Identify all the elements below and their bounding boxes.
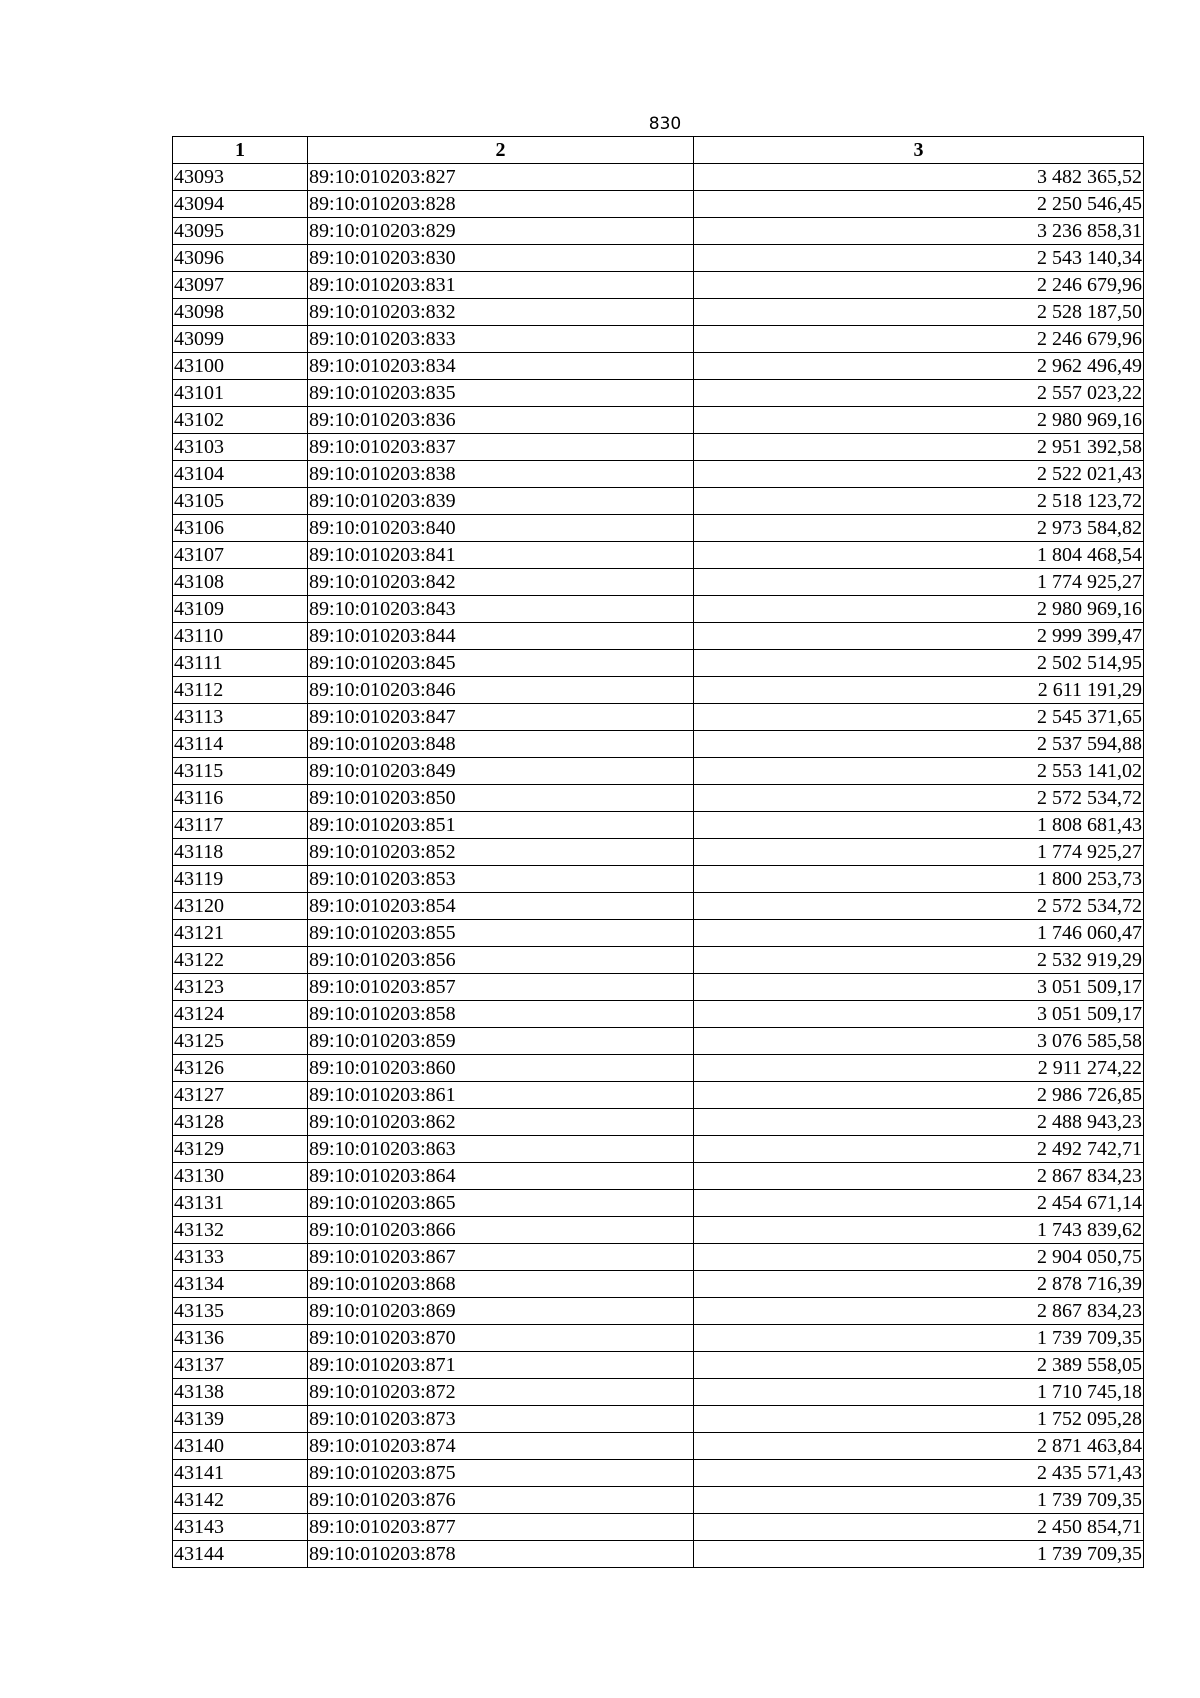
cadastral-number-cell: 89:10:010203:847 — [308, 704, 694, 731]
table-row — [173, 785, 1144, 812]
row-number-cell: 43096 — [173, 245, 308, 272]
cadastral-value-cell: 1 739 709,35 — [694, 1325, 1144, 1352]
cadastral-number-cell: 89:10:010203:832 — [308, 299, 694, 326]
cadastral-number-cell: 89:10:010203:830 — [308, 245, 694, 272]
cadastral-value-cell: 2 532 919,29 — [694, 947, 1144, 974]
cadastral-value-cell: 1 739 709,35 — [694, 1541, 1144, 1568]
cadastral-number-cell: 89:10:010203:843 — [308, 596, 694, 623]
cadastral-number-cell: 89:10:010203:849 — [308, 758, 694, 785]
page-number: 830 — [648, 114, 682, 134]
cadastral-value-cell: 2 492 742,71 — [694, 1136, 1144, 1163]
cadastral-number-cell: 89:10:010203:863 — [308, 1136, 694, 1163]
cadastral-number-cell: 89:10:010203:864 — [308, 1163, 694, 1190]
table-row — [173, 380, 1144, 407]
cadastral-value-cell: 3 236 858,31 — [694, 218, 1144, 245]
row-number-cell: 43119 — [173, 866, 308, 893]
cadastral-number-cell: 89:10:010203:858 — [308, 1001, 694, 1028]
cadastral-number-cell: 89:10:010203:841 — [308, 542, 694, 569]
table-body — [173, 164, 1144, 1568]
row-number-cell: 43135 — [173, 1298, 308, 1325]
cadastral-number-cell: 89:10:010203:855 — [308, 920, 694, 947]
table-row — [173, 326, 1144, 353]
table-row — [173, 1541, 1144, 1568]
row-number-cell: 43097 — [173, 272, 308, 299]
table-row — [173, 947, 1144, 974]
cadastral-number-cell: 89:10:010203:842 — [308, 569, 694, 596]
row-number-cell: 43100 — [173, 353, 308, 380]
row-number-cell: 43124 — [173, 1001, 308, 1028]
row-number-cell: 43117 — [173, 812, 308, 839]
cadastral-number-cell: 89:10:010203:846 — [308, 677, 694, 704]
cadastral-number-cell: 89:10:010203:840 — [308, 515, 694, 542]
table-row — [173, 1028, 1144, 1055]
table-row — [173, 245, 1144, 272]
cadastral-value-cell: 3 051 509,17 — [694, 974, 1144, 1001]
table-row — [173, 542, 1144, 569]
cadastral-number-cell: 89:10:010203:836 — [308, 407, 694, 434]
row-number-cell: 43134 — [173, 1271, 308, 1298]
cadastral-value-cell: 2 878 716,39 — [694, 1271, 1144, 1298]
cadastral-value-cell: 2 537 594,88 — [694, 731, 1144, 758]
row-number-cell: 43140 — [173, 1433, 308, 1460]
cadastral-value-cell: 1 743 839,62 — [694, 1217, 1144, 1244]
cadastral-number-cell: 89:10:010203:870 — [308, 1325, 694, 1352]
table-row — [173, 1514, 1144, 1541]
cadastral-value-cell: 2 867 834,23 — [694, 1163, 1144, 1190]
row-number-cell: 43107 — [173, 542, 308, 569]
row-number-cell: 43101 — [173, 380, 308, 407]
cadastral-value-cell: 2 951 392,58 — [694, 434, 1144, 461]
cadastral-value-cell: 3 482 365,52 — [694, 164, 1144, 191]
cadastral-number-cell: 89:10:010203:845 — [308, 650, 694, 677]
row-number-cell: 43106 — [173, 515, 308, 542]
table-row — [173, 488, 1144, 515]
cadastral-number-cell: 89:10:010203:837 — [308, 434, 694, 461]
cadastral-number-cell: 89:10:010203:852 — [308, 839, 694, 866]
table-row — [173, 218, 1144, 245]
cadastral-value-cell: 2 250 546,45 — [694, 191, 1144, 218]
table-row — [173, 1325, 1144, 1352]
table-row — [173, 1001, 1144, 1028]
cadastral-number-cell: 89:10:010203:869 — [308, 1298, 694, 1325]
table-row — [173, 164, 1144, 191]
cadastral-value-cell: 2 502 514,95 — [694, 650, 1144, 677]
cadastral-value-cell: 2 962 496,49 — [694, 353, 1144, 380]
cadastral-value-cell: 2 553 141,02 — [694, 758, 1144, 785]
table-row — [173, 1487, 1144, 1514]
cadastral-number-cell: 89:10:010203:877 — [308, 1514, 694, 1541]
table-row — [173, 1217, 1144, 1244]
table-row — [173, 1055, 1144, 1082]
row-number-cell: 43098 — [173, 299, 308, 326]
table-row — [173, 1406, 1144, 1433]
table-row — [173, 353, 1144, 380]
row-number-cell: 43108 — [173, 569, 308, 596]
table-row — [173, 1352, 1144, 1379]
cadastral-value-cell: 2 871 463,84 — [694, 1433, 1144, 1460]
table-row — [173, 434, 1144, 461]
column-header-1: 1 — [173, 137, 308, 164]
cadastral-number-cell: 89:10:010203:859 — [308, 1028, 694, 1055]
table-row — [173, 704, 1144, 731]
cadastral-value-cell: 2 557 023,22 — [694, 380, 1144, 407]
cadastral-number-cell: 89:10:010203:871 — [308, 1352, 694, 1379]
row-number-cell: 43144 — [173, 1541, 308, 1568]
cadastral-value-cell: 1 774 925,27 — [694, 839, 1144, 866]
cadastral-number-cell: 89:10:010203:839 — [308, 488, 694, 515]
cadastral-value-cell: 3 076 585,58 — [694, 1028, 1144, 1055]
cadastral-number-cell: 89:10:010203:833 — [308, 326, 694, 353]
cadastral-number-cell: 89:10:010203:850 — [308, 785, 694, 812]
table-row — [173, 1433, 1144, 1460]
cadastral-number-cell: 89:10:010203:854 — [308, 893, 694, 920]
cadastral-value-cell: 2 545 371,65 — [694, 704, 1144, 731]
cadastral-value-cell: 2 435 571,43 — [694, 1460, 1144, 1487]
row-number-cell: 43104 — [173, 461, 308, 488]
cadastral-value-cell: 1 774 925,27 — [694, 569, 1144, 596]
row-number-cell: 43116 — [173, 785, 308, 812]
row-number-cell: 43127 — [173, 1082, 308, 1109]
cadastral-value-cell: 2 454 671,14 — [694, 1190, 1144, 1217]
column-header-2: 2 — [308, 137, 694, 164]
row-number-cell: 43109 — [173, 596, 308, 623]
cadastral-number-cell: 89:10:010203:828 — [308, 191, 694, 218]
row-number-cell: 43114 — [173, 731, 308, 758]
cadastral-number-cell: 89:10:010203:860 — [308, 1055, 694, 1082]
row-number-cell: 43138 — [173, 1379, 308, 1406]
table-row — [173, 1163, 1144, 1190]
cadastral-number-cell: 89:10:010203:868 — [308, 1271, 694, 1298]
row-number-cell: 43105 — [173, 488, 308, 515]
cadastral-number-cell: 89:10:010203:861 — [308, 1082, 694, 1109]
row-number-cell: 43103 — [173, 434, 308, 461]
row-number-cell: 43113 — [173, 704, 308, 731]
cadastral-number-cell: 89:10:010203:873 — [308, 1406, 694, 1433]
table-row — [173, 299, 1144, 326]
cadastral-value-cell: 2 389 558,05 — [694, 1352, 1144, 1379]
row-number-cell: 43118 — [173, 839, 308, 866]
cadastral-value-cell: 1 808 681,43 — [694, 812, 1144, 839]
cadastral-number-cell: 89:10:010203:862 — [308, 1109, 694, 1136]
row-number-cell: 43115 — [173, 758, 308, 785]
cadastral-number-cell: 89:10:010203:844 — [308, 623, 694, 650]
row-number-cell: 43129 — [173, 1136, 308, 1163]
cadastral-value-cell: 2 522 021,43 — [694, 461, 1144, 488]
row-number-cell: 43102 — [173, 407, 308, 434]
table-row — [173, 1136, 1144, 1163]
cadastral-value-cell: 1 752 095,28 — [694, 1406, 1144, 1433]
row-number-cell: 43136 — [173, 1325, 308, 1352]
table-row — [173, 893, 1144, 920]
table-row — [173, 650, 1144, 677]
cadastral-value-cell: 2 528 187,50 — [694, 299, 1144, 326]
table-row — [173, 1109, 1144, 1136]
row-number-cell: 43094 — [173, 191, 308, 218]
cadastral-value-cell: 2 572 534,72 — [694, 785, 1144, 812]
table-row — [173, 866, 1144, 893]
table-header — [173, 137, 1144, 164]
cadastral-number-cell: 89:10:010203:827 — [308, 164, 694, 191]
table-row — [173, 1460, 1144, 1487]
cadastral-value-cell: 2 973 584,82 — [694, 515, 1144, 542]
row-number-cell: 43112 — [173, 677, 308, 704]
table-row — [173, 1379, 1144, 1406]
table-row — [173, 569, 1144, 596]
cadastral-value-cell: 2 488 943,23 — [694, 1109, 1144, 1136]
cadastral-number-cell: 89:10:010203:829 — [308, 218, 694, 245]
row-number-cell: 43125 — [173, 1028, 308, 1055]
cadastral-value-cell: 2 980 969,16 — [694, 596, 1144, 623]
table-row — [173, 461, 1144, 488]
cadastral-number-cell: 89:10:010203:874 — [308, 1433, 694, 1460]
cadastral-number-cell: 89:10:010203:834 — [308, 353, 694, 380]
cadastral-number-cell: 89:10:010203:856 — [308, 947, 694, 974]
cadastral-number-cell: 89:10:010203:875 — [308, 1460, 694, 1487]
cadastral-number-cell: 89:10:010203:872 — [308, 1379, 694, 1406]
table-row — [173, 920, 1144, 947]
table-row — [173, 1244, 1144, 1271]
cadastral-value-cell: 2 572 534,72 — [694, 893, 1144, 920]
cadastral-number-cell: 89:10:010203:878 — [308, 1541, 694, 1568]
table-row — [173, 596, 1144, 623]
cadastral-value-cell: 2 246 679,96 — [694, 272, 1144, 299]
row-number-cell: 43133 — [173, 1244, 308, 1271]
cadastral-value-cell: 1 746 060,47 — [694, 920, 1144, 947]
row-number-cell: 43095 — [173, 218, 308, 245]
row-number-cell: 43137 — [173, 1352, 308, 1379]
table-row — [173, 1271, 1144, 1298]
cadastral-value-cell: 2 867 834,23 — [694, 1298, 1144, 1325]
cadastral-value-table — [172, 136, 1144, 1568]
cadastral-number-cell: 89:10:010203:876 — [308, 1487, 694, 1514]
cadastral-value-cell: 2 450 854,71 — [694, 1514, 1144, 1541]
cadastral-number-cell: 89:10:010203:853 — [308, 866, 694, 893]
cadastral-number-cell: 89:10:010203:857 — [308, 974, 694, 1001]
table-row — [173, 191, 1144, 218]
table-row — [173, 839, 1144, 866]
table-row — [173, 515, 1144, 542]
table-row — [173, 1190, 1144, 1217]
column-header-3: 3 — [694, 137, 1144, 164]
row-number-cell: 43121 — [173, 920, 308, 947]
row-number-cell: 43143 — [173, 1514, 308, 1541]
cadastral-value-cell: 1 804 468,54 — [694, 542, 1144, 569]
table-row — [173, 974, 1144, 1001]
cadastral-value-cell: 2 611 191,29 — [694, 677, 1144, 704]
table-row — [173, 677, 1144, 704]
cadastral-number-cell: 89:10:010203:867 — [308, 1244, 694, 1271]
cadastral-value-cell: 2 518 123,72 — [694, 488, 1144, 515]
row-number-cell: 43128 — [173, 1109, 308, 1136]
table-row — [173, 812, 1144, 839]
cadastral-number-cell: 89:10:010203:865 — [308, 1190, 694, 1217]
row-number-cell: 43126 — [173, 1055, 308, 1082]
cadastral-value-cell: 2 543 140,34 — [694, 245, 1144, 272]
row-number-cell: 43099 — [173, 326, 308, 353]
table-row — [173, 623, 1144, 650]
row-number-cell: 43141 — [173, 1460, 308, 1487]
row-number-cell: 43139 — [173, 1406, 308, 1433]
cadastral-number-cell: 89:10:010203:838 — [308, 461, 694, 488]
cadastral-number-cell: 89:10:010203:831 — [308, 272, 694, 299]
cadastral-number-cell: 89:10:010203:851 — [308, 812, 694, 839]
table-row — [173, 407, 1144, 434]
row-number-cell: 43110 — [173, 623, 308, 650]
cadastral-value-cell: 1 800 253,73 — [694, 866, 1144, 893]
row-number-cell: 43142 — [173, 1487, 308, 1514]
cadastral-value-cell: 2 904 050,75 — [694, 1244, 1144, 1271]
cadastral-number-cell: 89:10:010203:848 — [308, 731, 694, 758]
row-number-cell: 43131 — [173, 1190, 308, 1217]
cadastral-value-cell: 2 911 274,22 — [694, 1055, 1144, 1082]
cadastral-value-cell: 1 739 709,35 — [694, 1487, 1144, 1514]
header-row — [173, 137, 1144, 164]
cadastral-value-cell: 1 710 745,18 — [694, 1379, 1144, 1406]
table-row — [173, 1298, 1144, 1325]
table-row — [173, 272, 1144, 299]
cadastral-value-cell: 2 980 969,16 — [694, 407, 1144, 434]
row-number-cell: 43122 — [173, 947, 308, 974]
cadastral-value-cell: 2 246 679,96 — [694, 326, 1144, 353]
table-row — [173, 758, 1144, 785]
row-number-cell: 43123 — [173, 974, 308, 1001]
cadastral-value-cell: 3 051 509,17 — [694, 1001, 1144, 1028]
table-row — [173, 1082, 1144, 1109]
row-number-cell: 43130 — [173, 1163, 308, 1190]
cadastral-value-cell: 2 986 726,85 — [694, 1082, 1144, 1109]
row-number-cell: 43120 — [173, 893, 308, 920]
row-number-cell: 43111 — [173, 650, 308, 677]
row-number-cell: 43093 — [173, 164, 308, 191]
cadastral-value-cell: 2 999 399,47 — [694, 623, 1144, 650]
row-number-cell: 43132 — [173, 1217, 308, 1244]
cadastral-number-cell: 89:10:010203:835 — [308, 380, 694, 407]
cadastral-number-cell: 89:10:010203:866 — [308, 1217, 694, 1244]
table-row — [173, 731, 1144, 758]
